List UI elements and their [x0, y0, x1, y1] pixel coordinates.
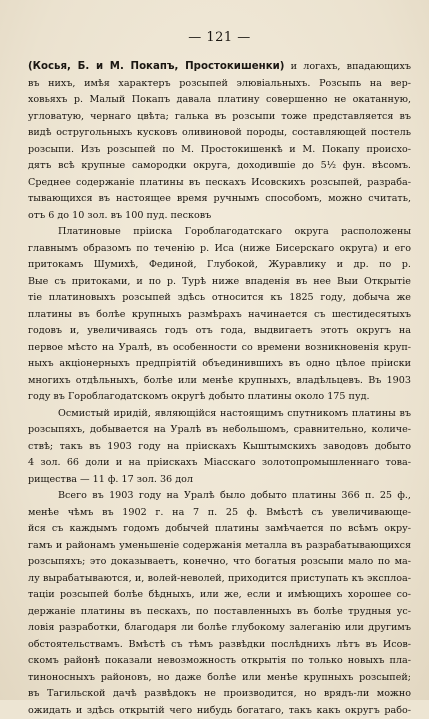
- text-line: притокамъ Шумихѣ, Фединой, Глубокой, Журавлику и др. по р.: [28, 257, 411, 274]
- text-line: 4 зол. 66 доли и на пріискахъ Міасскаго золотопромышленнаго това-: [28, 455, 411, 472]
- text-line: Всего въ 1903 году на Уралѣ было добыто платины 366 п. 25 ф.,: [28, 488, 411, 505]
- text-line: розсыпяхъ; это доказываетъ, конечно, что богатыя розсыпи мало по ма-: [28, 554, 411, 571]
- text-line: тывающихся въ настоящее время ручнымъ способомъ, можно считать,: [28, 191, 411, 208]
- text-line: дятъ всѣ крупные самородки округа, доходившіе до 5½ фун. вѣсомъ.: [28, 158, 411, 175]
- text-line: многихъ отдѣльныхъ, болѣе или менѣе крупныхъ, владѣльцевъ. Въ 1903: [28, 373, 411, 390]
- text-line: ховьяхъ р. Малый Покапъ давала платину совершенно не окатанную,: [28, 92, 411, 109]
- text-line: гамъ и районамъ уменьшеніе содержанія металла въ разрабатывающихся: [28, 538, 411, 555]
- text-line: видѣ остругольныхъ кусковъ оливиновой породы, составляющей постель: [28, 125, 411, 142]
- text-line: въ Тагильской дачѣ развѣдокъ не производится, но врядъ-ли можно: [28, 686, 411, 703]
- text-line: тіе платиновыхъ розсыпей здѣсь относится къ 1825 году, добыча же: [28, 290, 411, 307]
- text-line: угловатую, чернаго цвѣта; галька въ розсыпи тоже представляется въ: [28, 109, 411, 126]
- text-line: Платиновые пріиска Гороблагодатскаго округа расположены: [28, 224, 411, 241]
- text-line: держаніе платины въ пескахъ, по поставленныхъ въ болѣе трудныя ус-: [28, 604, 411, 621]
- text-line: годовъ и, увеличиваясь годъ отъ года, выдвигаетъ этотъ округъ на: [28, 323, 411, 340]
- paragraph-1: [28, 59, 411, 224]
- text-line: скомъ районѣ показали невозможность открытія по только новыхъ пла-: [28, 653, 411, 670]
- text-line: ожидать и здѣсь открытій чего нибудь богатаго, такъ какъ округъ рабо-: [28, 703, 411, 719]
- text-line: Осмистый иридій, являющійся настоящимъ спутникомъ платины въ: [28, 406, 411, 423]
- text-line: ныхъ акціонерныхъ предпріятій объединившихъ въ одно цѣлое пріиски: [28, 356, 411, 373]
- text-line: году въ Гороблагодатскомъ округѣ добыто платины около 175 пуд.: [28, 389, 411, 406]
- text-line: розсыпяхъ, добывается на Уралѣ въ небольшомъ, сравнительно, количе-: [28, 422, 411, 439]
- text-line: первое мѣсто на Уралѣ, въ особенности со времени возникновенія круп-: [28, 340, 411, 357]
- text-line: ствѣ; такъ въ 1903 году на пріискахъ Кыштымскихъ заводовъ добыто: [28, 439, 411, 456]
- text-line: йся съ каждымъ годомъ добычей платины замѣчается по всѣмъ окру-: [28, 521, 411, 538]
- text-line: Среднее содержаніе платины въ пескахъ Исовскихъ розсыпей, разраба-: [28, 175, 411, 192]
- text-line: менѣе чѣмъ въ 1902 г. на 7 п. 25 ф. Вмѣстѣ съ увеличивающе-: [28, 505, 411, 522]
- text-line: Вые съ притоками, и по р. Турѣ ниже впаденія въ нее Выи Открытіе: [28, 274, 411, 291]
- text-line: въ нихъ, имѣя характеръ розсыпей элювіальныхъ. Розсыпь на вер-: [28, 76, 411, 93]
- text-line: отъ 6 до 10 зол. въ 100 пуд. песковъ: [28, 208, 411, 225]
- page-number: — 121 —: [28, 30, 411, 45]
- paragraph-3: [28, 406, 411, 489]
- text-line: ловія разработки, благодаря ли болѣе глубокому залеганію или другимъ: [28, 620, 411, 637]
- text-line: тиноносныхъ районовъ, но даже болѣе или менѣе крупныхъ розсыпей;: [28, 670, 411, 687]
- text-line: (Косья, Б. и М. Покапъ, Простокишенки) и логахъ, впадающихъ: [28, 59, 411, 76]
- paragraph-4: [28, 488, 411, 719]
- text-line: рищества — 11 ф. 17 зол. 36 дол: [28, 472, 411, 489]
- text-line-bold: (Косья, Б. и М. Покапъ, Простокишенки): [28, 61, 284, 72]
- text-line: платины въ болѣе крупныхъ размѣрахъ начинается съ шестидесятыхъ: [28, 307, 411, 324]
- text-line: главнымъ образомъ по теченію р. Иса (ниже Бисерскаго округа) и его: [28, 241, 411, 258]
- text-line: розсыпи. Изъ розсыпей по М. Простокишенкѣ и М. Покапу происхо-: [28, 142, 411, 159]
- text-line: таціи розсыпей болѣе бѣдныхъ, или же, если и имѣющихъ хорошее со-: [28, 587, 411, 604]
- paragraph-2: [28, 224, 411, 406]
- text-line: лу вырабатываются, и, волей-неволей, приходится приступать къ эксплоа-: [28, 571, 411, 588]
- text-line: обстоятельствамъ. Вмѣстѣ съ тѣмъ развѣдки послѣднихъ лѣтъ въ Исов-: [28, 637, 411, 654]
